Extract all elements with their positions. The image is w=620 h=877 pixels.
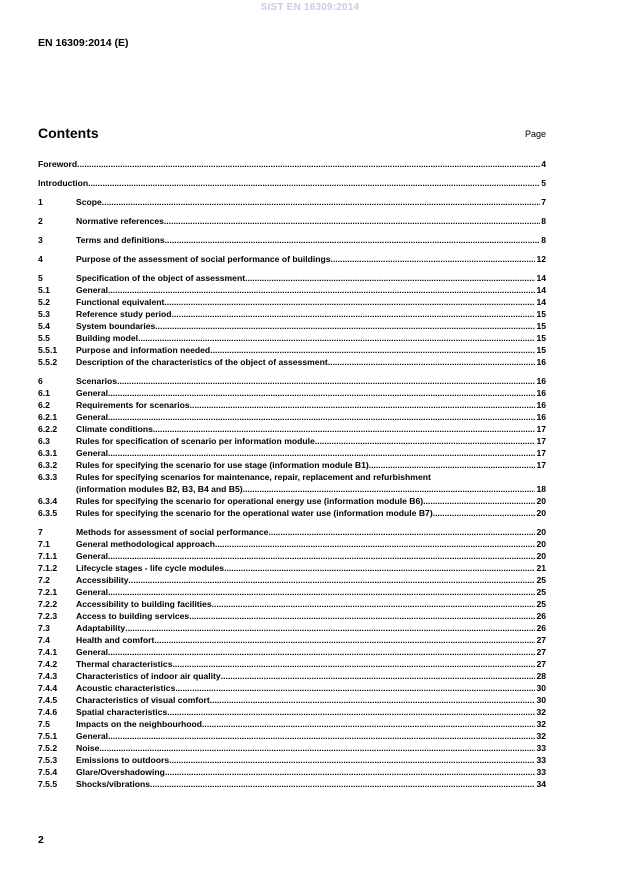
toc-entry-page: 14 <box>536 273 546 283</box>
toc-entry-number: 7.5.2 <box>38 743 58 753</box>
toc-entry-number: 6.2.1 <box>38 412 58 422</box>
toc-entry-title: General <box>76 731 109 741</box>
toc-entry[interactable] <box>38 682 546 694</box>
toc-leader-dots <box>369 459 536 471</box>
toc-entry-page: 15 <box>536 321 546 331</box>
toc-leader-dots <box>433 507 536 519</box>
toc-entry[interactable] <box>38 272 546 284</box>
toc-entry[interactable] <box>38 718 546 730</box>
toc-entry-page: 33 <box>536 743 546 753</box>
toc-leader-dots <box>224 562 535 574</box>
toc-entry[interactable] <box>38 538 546 550</box>
toc-entry-title: Adaptability <box>76 623 126 633</box>
toc-entry-page: 4 <box>541 159 546 169</box>
toc-entry[interactable] <box>38 778 546 790</box>
toc-entry-title: General <box>76 412 109 422</box>
toc-entry[interactable] <box>38 320 546 332</box>
toc-entry-title: Terms and definitions <box>76 235 165 245</box>
page-number: 2 <box>38 834 44 846</box>
toc-entry-number: 7.1.2 <box>38 563 58 573</box>
toc-leader-dots <box>315 435 536 447</box>
page-column-label: Page <box>524 129 546 139</box>
toc-entry-title: Requirements for scenarios <box>76 400 190 410</box>
toc-entry[interactable] <box>38 423 546 435</box>
toc-leader-dots <box>202 718 535 730</box>
toc-entry[interactable] <box>38 706 546 718</box>
toc-entry-page: 17 <box>536 424 546 434</box>
toc-entry-number: 6.2 <box>38 400 50 410</box>
toc-entry[interactable] <box>38 196 546 208</box>
toc-entry[interactable] <box>38 766 546 778</box>
toc-entry-page: 26 <box>536 623 546 633</box>
toc-entry-page: 25 <box>536 575 546 585</box>
toc-leader-dots <box>165 234 541 246</box>
toc-entry[interactable] <box>38 586 546 598</box>
toc-entry-title: Reference study period <box>76 309 172 319</box>
toc-entry-title: Shocks/vibrations <box>76 779 151 789</box>
toc-leader-dots <box>108 411 535 423</box>
toc-entry-number: 7.4.2 <box>38 659 58 669</box>
toc-entry-number: 7.4.4 <box>38 683 58 693</box>
toc-entry-number: 6.3.5 <box>38 508 58 518</box>
toc-entry-title: Accessibility <box>76 575 129 585</box>
toc-entry[interactable] <box>38 253 546 265</box>
toc-entry[interactable] <box>38 435 546 447</box>
toc-entry-page: 20 <box>536 496 546 506</box>
document-id: EN 16309:2014 (E) <box>38 37 129 49</box>
toc-entry-title: Noise <box>76 743 100 753</box>
toc-entry-page: 15 <box>536 309 546 319</box>
toc-entry-number: 7.2.1 <box>38 587 58 597</box>
toc-entry-page: 20 <box>536 508 546 518</box>
toc-entry-title: Rules for specification of scenario per information module <box>76 436 315 446</box>
toc-entry-title: Characteristics of visual comfort <box>76 695 210 705</box>
toc-entry-number: 5.3 <box>38 309 50 319</box>
toc-entry-page: 15 <box>536 333 546 343</box>
toc-entry[interactable] <box>38 375 546 387</box>
toc-entry-number: 5.1 <box>38 285 50 295</box>
toc-entry-title: Rules for specifying scenarios for maintenance, repair, replacement and refurbishment <box>76 472 431 482</box>
toc-entry-title: Acoustic characteristics <box>76 683 176 693</box>
contents-title: Contents <box>38 125 99 141</box>
toc-entry-number: 6.3.4 <box>38 496 58 506</box>
toc-entry-page: 8 <box>541 216 546 226</box>
toc-entry[interactable] <box>38 284 546 296</box>
toc-entry-page: 21 <box>536 563 546 573</box>
toc-entry[interactable] <box>38 332 546 344</box>
toc-entry-title: Purpose of the assessment of social performance of buildings <box>76 254 331 264</box>
toc-leader-dots <box>172 308 536 320</box>
toc-entry-title: Rules for specifying the scenario for use stage (information module B1) <box>76 460 369 470</box>
toc-entry-page: 16 <box>536 357 546 367</box>
toc-leader-dots <box>153 423 536 435</box>
toc-entry-number: 5.2 <box>38 297 50 307</box>
toc-entry-title: Lifecycle stages - life cycle modules <box>76 563 225 573</box>
toc-entry-number: 7.2.2 <box>38 599 58 609</box>
toc-entry-page: 27 <box>536 647 546 657</box>
toc-entry-title: Normative references <box>76 216 164 226</box>
toc-entry-number: 5.5.2 <box>38 357 58 367</box>
toc-entry-number: 7.1.1 <box>38 551 58 561</box>
toc-entry-title: Impacts on the neighbourhood <box>76 719 203 729</box>
toc-entry-page: 25 <box>536 587 546 597</box>
toc-entry[interactable] <box>38 634 546 646</box>
toc-entry[interactable] <box>38 471 546 495</box>
toc-entry-number: 6.3 <box>38 436 50 446</box>
toc-entry-page: 33 <box>536 755 546 765</box>
toc-entry[interactable] <box>38 742 546 754</box>
toc-leader-dots <box>117 375 535 387</box>
toc-entry-title: General <box>76 285 109 295</box>
toc-entry[interactable] <box>38 610 546 622</box>
toc-entry-title-continued: (information modules B2, B3, B4 and B5) <box>76 484 243 494</box>
toc-leader-dots <box>154 634 535 646</box>
toc-entry-page: 14 <box>536 285 546 295</box>
toc-entry-number: 5.5.1 <box>38 345 58 355</box>
toc-leader-dots <box>169 754 535 766</box>
toc-entry-page: 32 <box>536 719 546 729</box>
toc-entry[interactable] <box>38 562 546 574</box>
toc-entry-title: Description of the characteristics of the object of assessment <box>76 357 328 367</box>
toc-entry-page: 17 <box>536 460 546 470</box>
toc-entry-page: 14 <box>536 297 546 307</box>
toc-entry[interactable] <box>38 411 546 423</box>
toc-entry[interactable] <box>38 215 546 227</box>
toc-entry-title: General <box>76 647 109 657</box>
toc-entry[interactable] <box>38 507 546 519</box>
toc-leader-dots <box>108 284 535 296</box>
toc-entry-number: 6.3.2 <box>38 460 58 470</box>
toc-leader-dots <box>210 694 536 706</box>
toc-entry-number: 7.4.6 <box>38 707 58 717</box>
toc-leader-dots <box>423 495 535 507</box>
toc-entry-number: 6.2.2 <box>38 424 58 434</box>
toc-entry-page: 18 <box>536 484 546 494</box>
toc-entry[interactable] <box>38 495 546 507</box>
toc-entry[interactable] <box>38 598 546 610</box>
toc-entry[interactable] <box>38 356 546 368</box>
toc-entry-title: Thermal characteristics <box>76 659 173 669</box>
toc-entry[interactable] <box>38 447 546 459</box>
toc-entry-number: 6.3.3 <box>38 472 58 482</box>
toc-entry[interactable] <box>38 308 546 320</box>
toc-entry-page: 17 <box>536 448 546 458</box>
toc-leader-dots <box>164 215 540 227</box>
toc-entry-title: Access to building services <box>76 611 190 621</box>
toc-entry-title: Scope <box>76 197 102 207</box>
toc-entry-title: Functional equivalent <box>76 297 165 307</box>
toc-entry-title: General <box>76 388 109 398</box>
toc-entry[interactable] <box>38 399 546 411</box>
toc-leader-dots <box>210 344 535 356</box>
toc-entry-title: Methods for assessment of social performance <box>76 527 269 537</box>
toc-entry[interactable] <box>38 550 546 562</box>
toc-entry-number: 7.5.4 <box>38 767 58 777</box>
toc-entry-title: Climate conditions <box>76 424 153 434</box>
toc-leader-dots <box>108 447 535 459</box>
toc-entry-number: 4 <box>38 254 43 264</box>
toc-entry[interactable] <box>38 670 546 682</box>
toc-entry-title: Spatial characteristics <box>76 707 168 717</box>
toc-entry[interactable] <box>38 296 546 308</box>
toc-entry-page: 16 <box>536 400 546 410</box>
toc-leader-dots <box>129 574 536 586</box>
toc-entry-page: 32 <box>536 731 546 741</box>
toc-entry[interactable] <box>38 694 546 706</box>
toc-leader-dots <box>268 526 535 538</box>
toc-leader-dots <box>331 253 536 265</box>
toc-entry-page: 5 <box>541 178 546 188</box>
toc-entry-number: 7.2.3 <box>38 611 58 621</box>
toc-entry-number: 5.5 <box>38 333 50 343</box>
toc-entry-page: 16 <box>536 412 546 422</box>
toc-entry-number: 7.4.5 <box>38 695 58 705</box>
toc-entry[interactable] <box>38 158 546 170</box>
toc-entry-page: 30 <box>536 683 546 693</box>
toc-entry-number: 5 <box>38 273 43 283</box>
toc-leader-dots <box>138 332 535 344</box>
toc-leader-dots <box>190 399 536 411</box>
toc-entry-page: 28 <box>536 671 546 681</box>
toc-leader-dots <box>212 598 536 610</box>
toc-leader-dots <box>245 272 535 284</box>
toc-entry-number: 5.4 <box>38 321 50 331</box>
toc-entry-title: Glare/Overshadowing <box>76 767 165 777</box>
toc-leader-dots <box>108 730 535 742</box>
toc-entry[interactable] <box>38 459 546 471</box>
toc-entry-page: 34 <box>536 779 546 789</box>
toc-entry[interactable] <box>38 622 546 634</box>
toc-entry-number: 7.3 <box>38 623 50 633</box>
toc-entry-number: 7.5.1 <box>38 731 58 741</box>
toc-leader-dots <box>221 670 536 682</box>
toc-entry[interactable] <box>38 177 546 189</box>
toc-leader-dots <box>150 778 535 790</box>
toc-leader-dots <box>99 742 535 754</box>
toc-entry-title: Rules for specifying the scenario for the operational water use (information module B7) <box>76 508 433 518</box>
toc-leader-dots <box>108 387 535 399</box>
toc-entry-title: Foreword <box>38 159 78 169</box>
toc-leader-dots <box>167 706 535 718</box>
toc-entry-title: General <box>76 448 109 458</box>
table-of-contents <box>38 158 546 790</box>
toc-entry-page: 16 <box>536 376 546 386</box>
toc-entry-number: 7 <box>38 527 43 537</box>
toc-leader-dots <box>108 586 535 598</box>
toc-entry[interactable] <box>38 754 546 766</box>
toc-entry-number: 2 <box>38 216 43 226</box>
toc-entry[interactable] <box>38 730 546 742</box>
toc-entry-number: 1 <box>38 197 43 207</box>
toc-entry-page: 27 <box>536 659 546 669</box>
watermark: SIST EN 16309:2014 <box>260 2 360 13</box>
toc-leader-dots <box>125 622 535 634</box>
toc-entry-title: Health and comfort <box>76 635 155 645</box>
toc-entry-number: 7.4 <box>38 635 50 645</box>
toc-entry-page: 16 <box>536 388 546 398</box>
toc-entry-number: 6.3.1 <box>38 448 58 458</box>
toc-entry-number: 7.5 <box>38 719 50 729</box>
toc-entry-page: 27 <box>536 635 546 645</box>
toc-entry-number: 6.1 <box>38 388 50 398</box>
toc-leader-dots <box>155 320 535 332</box>
toc-leader-dots <box>77 158 540 170</box>
toc-entry-page: 12 <box>536 254 546 264</box>
toc-entry[interactable] <box>38 574 546 586</box>
toc-leader-dots <box>164 296 535 308</box>
toc-leader-dots <box>243 483 536 495</box>
toc-entry-number: 7.2 <box>38 575 50 585</box>
toc-entry-page: 7 <box>541 197 546 207</box>
toc-entry-page: 17 <box>536 436 546 446</box>
toc-entry-title: Introduction <box>38 178 89 188</box>
toc-entry-page: 20 <box>536 539 546 549</box>
toc-entry-number: 7.4.1 <box>38 647 58 657</box>
toc-leader-dots <box>215 538 535 550</box>
toc-leader-dots <box>328 356 536 368</box>
toc-entry-number: 7.5.5 <box>38 779 58 789</box>
toc-entry-page: 20 <box>536 527 546 537</box>
toc-leader-dots <box>173 658 536 670</box>
toc-leader-dots <box>165 766 536 778</box>
toc-entry-title: Accessibility to building facilities <box>76 599 212 609</box>
toc-entry[interactable] <box>38 526 546 538</box>
toc-entry-page: 15 <box>536 345 546 355</box>
toc-entry-title: Purpose and information needed <box>76 345 211 355</box>
toc-entry-page: 20 <box>536 551 546 561</box>
toc-entry-title: Rules for specifying the scenario for operational energy use (information module B6) <box>76 496 424 506</box>
toc-entry[interactable] <box>38 387 546 399</box>
toc-entry-page: 25 <box>536 599 546 609</box>
toc-entry-title: General <box>76 587 109 597</box>
toc-entry-title: Building model <box>76 333 139 343</box>
toc-entry-title: Characteristics of indoor air quality <box>76 671 221 681</box>
toc-entry[interactable] <box>38 646 546 658</box>
toc-entry-page: 30 <box>536 695 546 705</box>
toc-leader-dots <box>88 177 540 189</box>
toc-leader-dots <box>108 550 535 562</box>
toc-entry-page: 32 <box>536 707 546 717</box>
toc-leader-dots <box>102 196 540 208</box>
toc-entry-page: 8 <box>541 235 546 245</box>
toc-entry-number: 6 <box>38 376 43 386</box>
toc-entry[interactable] <box>38 658 546 670</box>
toc-entry-page: 33 <box>536 767 546 777</box>
toc-entry-number: 7.4.3 <box>38 671 58 681</box>
toc-entry-title: System boundaries <box>76 321 156 331</box>
toc-entry[interactable] <box>38 344 546 356</box>
toc-entry[interactable] <box>38 234 546 246</box>
toc-entry-title: General methodological approach <box>76 539 215 549</box>
toc-entry-title: Scenarios <box>76 376 118 386</box>
toc-entry-number: 7.1 <box>38 539 50 549</box>
toc-entry-number: 3 <box>38 235 43 245</box>
toc-leader-dots <box>189 610 535 622</box>
toc-leader-dots <box>108 646 535 658</box>
toc-entry-title: Specification of the object of assessment <box>76 273 246 283</box>
toc-entry-title: General <box>76 551 109 561</box>
toc-entry-page: 26 <box>536 611 546 621</box>
toc-entry-number: 7.5.3 <box>38 755 58 765</box>
toc-entry-title: Emissions to outdoors <box>76 755 170 765</box>
toc-leader-dots <box>175 682 535 694</box>
